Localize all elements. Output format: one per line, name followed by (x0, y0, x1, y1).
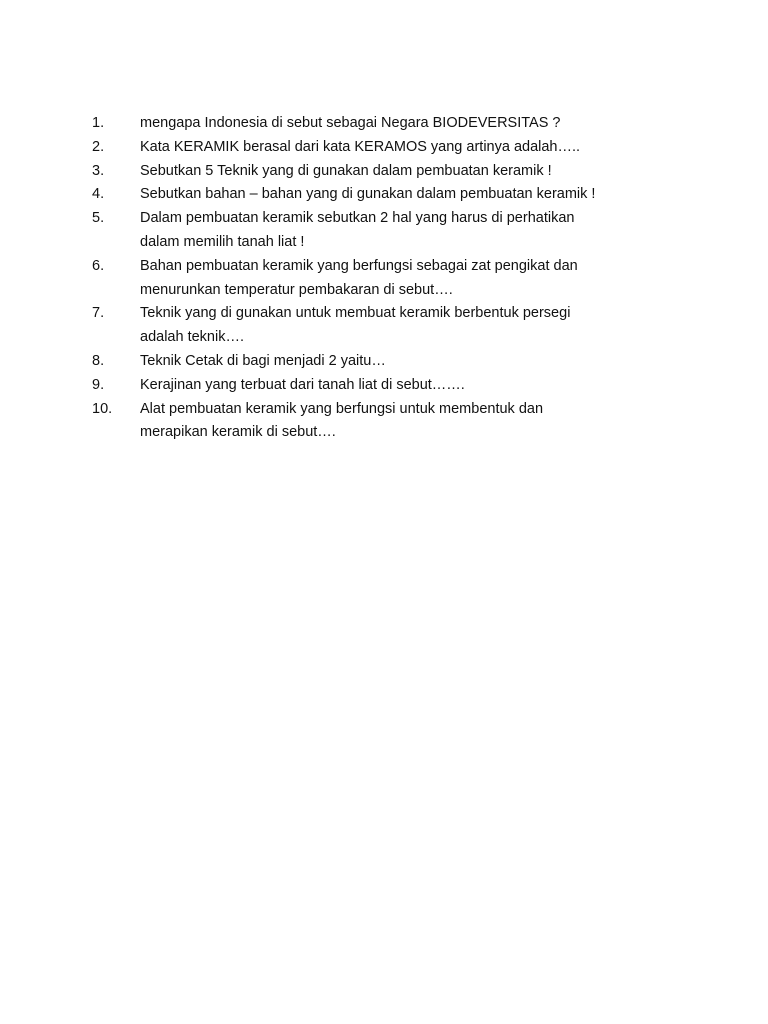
question-item-2 (92, 136, 692, 160)
question-number: 3. (92, 162, 105, 179)
question-text: Dalam pembuatan keramik sebutkan 2 hal yang harus di perhatikan dalam memilih tanah liat ! (140, 210, 575, 250)
question-text: Teknik Cetak di bagi menjadi 2 yaitu… (140, 352, 386, 369)
question-item-8 (92, 350, 692, 374)
question-item-6 (92, 255, 692, 303)
question-item-5 (92, 207, 692, 255)
question-number: 9. (92, 376, 105, 393)
question-text: Sebutkan 5 Teknik yang di gunakan dalam pembuatan keramik ! (140, 162, 552, 179)
question-item-4 (92, 183, 692, 207)
question-number: 2. (92, 138, 105, 155)
question-number: 8. (92, 352, 105, 369)
question-number: 7. (92, 305, 105, 322)
question-item-10 (92, 398, 692, 446)
question-list (92, 112, 692, 445)
question-text: mengapa Indonesia di sebut sebagai Negara BIODEVERSITAS ? (140, 115, 561, 131)
question-number: 10. (92, 400, 113, 417)
question-item-3 (92, 160, 692, 184)
question-text: Sebutkan bahan – bahan yang di gunakan dalam pembuatan keramik ! (140, 186, 596, 203)
question-text: Teknik yang di gunakan untuk membuat keramik berbentuk persegi adalah teknik…. (140, 305, 571, 346)
question-text: Kata KERAMIK berasal dari kata KERAMOS yang artinya adalah….. (140, 138, 581, 155)
question-text: Alat pembuatan keramik yang berfungsi untuk membentuk dan merapikan keramik di sebut…. (140, 400, 544, 441)
question-item-9 (92, 374, 692, 398)
question-item-1 (92, 112, 692, 136)
question-item-7 (92, 302, 692, 350)
question-number: 1. (92, 115, 105, 131)
question-text: Bahan pembuatan keramik yang berfungsi sebagai zat pengikat dan menurunkan temperatur pembakaran di sebut…. (140, 257, 578, 298)
question-number: 6. (92, 257, 105, 274)
question-text: Kerajinan yang terbuat dari tanah liat di sebut……. (140, 376, 465, 393)
question-number: 5. (92, 210, 105, 227)
question-number: 4. (92, 186, 105, 203)
